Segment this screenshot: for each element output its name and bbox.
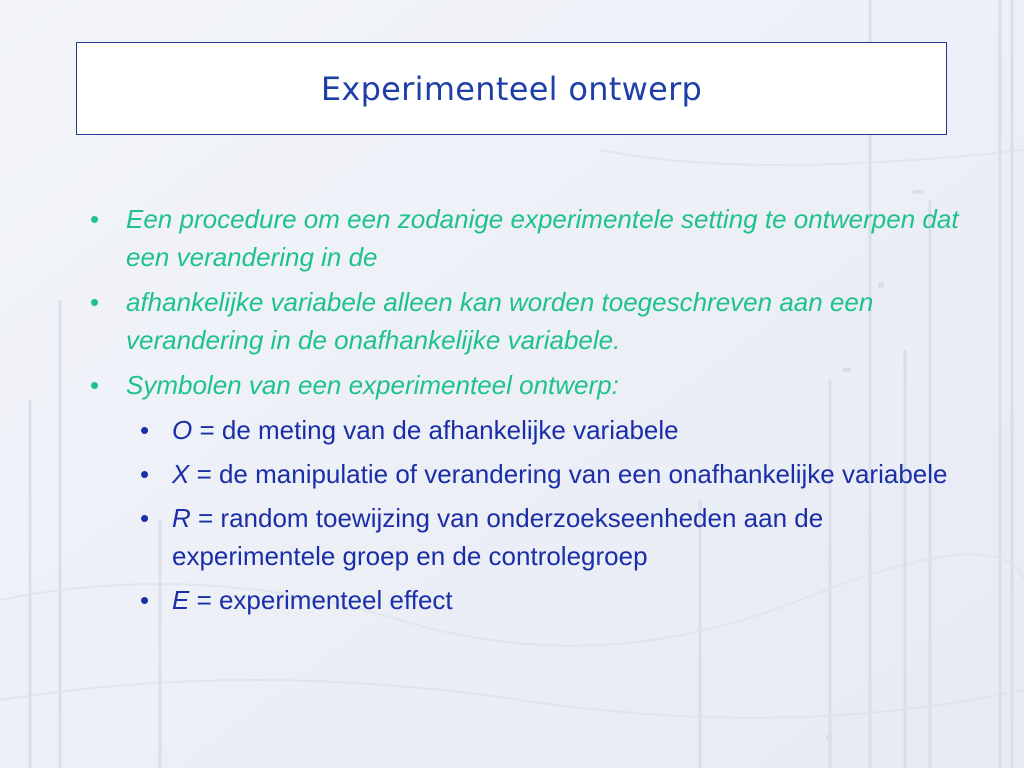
symbol-label: E [172,585,190,615]
bullet-icon: • [140,585,150,615]
symbol-label: X [172,459,190,489]
sub-bullet-item [84,455,984,493]
bullet-item [84,200,984,276]
sub-bullet-item [84,499,984,575]
sub-bullet-item [84,581,984,619]
bullet-icon: • [140,459,150,489]
sub-bullet-text: = de manipulatie of verandering van een onafhankelijke variabele [189,459,948,489]
sub-bullet-text: = de meting van de afhankelijke variabele [192,415,679,445]
bullet-text: Symbolen van een experimenteel ontwerp: [126,370,619,400]
bullet-icon: • [90,370,100,400]
bullet-icon: • [90,287,100,317]
bullet-item [84,283,984,359]
title-box [76,42,947,135]
bullet-icon: • [90,204,100,234]
symbol-label: R [172,503,191,533]
bullet-icon: • [140,503,150,533]
bullet-text: Een procedure om een zodanige experimentele setting te ontwerpen dat een verandering in de [126,204,959,272]
bullet-item [84,366,984,404]
slide-title: Experimenteel ontwerp [320,69,703,108]
sub-bullet-item [84,411,984,449]
symbol-label: O [172,415,193,445]
slide-content [84,200,984,625]
bullet-text: afhankelijke variabele alleen kan worden toegeschreven aan een verandering in de onafhankelijke variabele. [126,287,874,355]
bullet-icon: • [140,415,150,445]
sub-bullet-text: = random toewijzing van onderzoekseenheden aan de experimentele groep en de controlegroep [172,503,824,571]
sub-bullet-text: = experimenteel effect [189,585,453,615]
